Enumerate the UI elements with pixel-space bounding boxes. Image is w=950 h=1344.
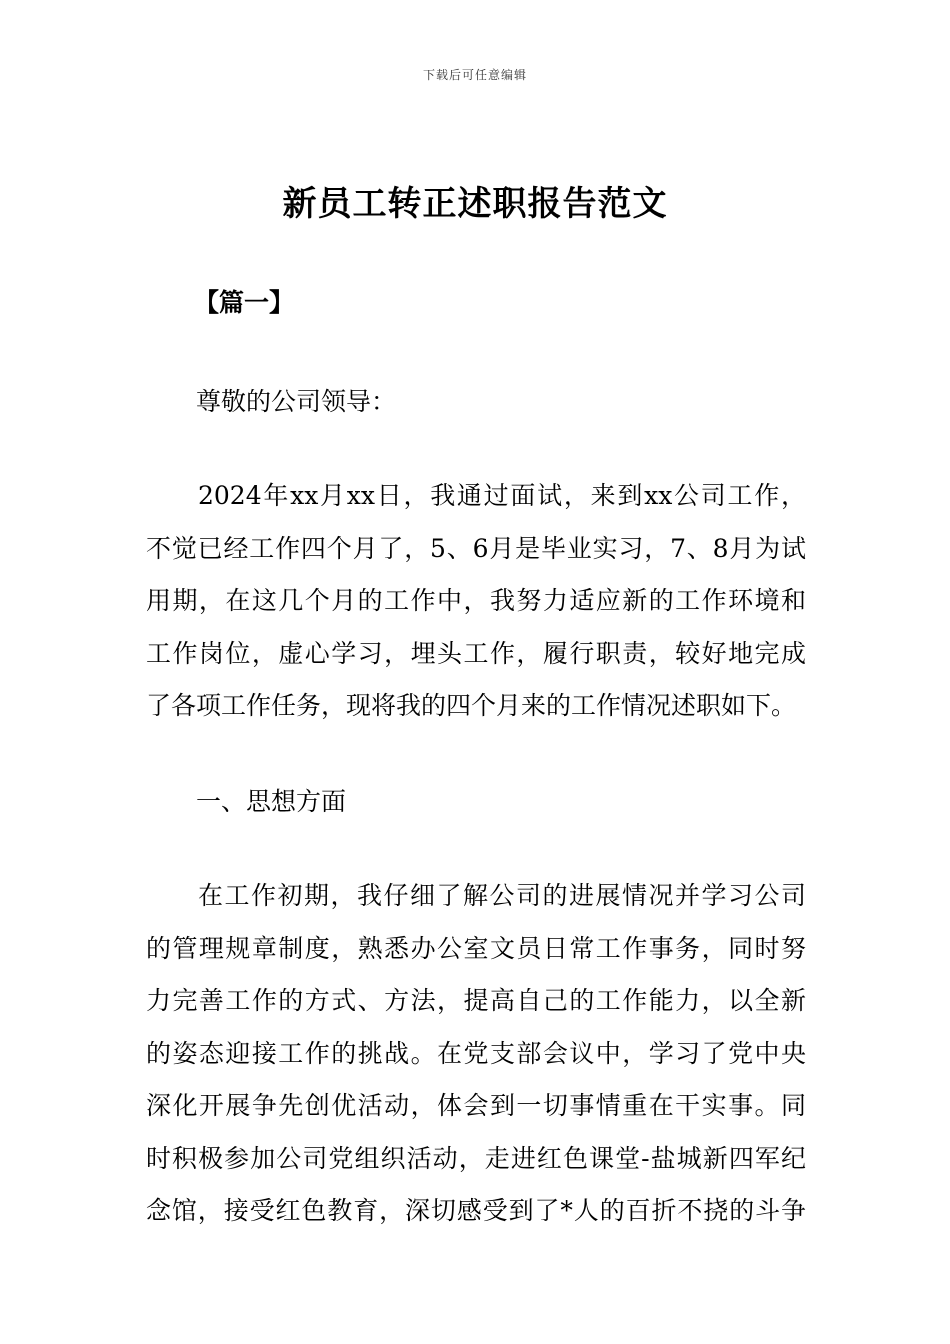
paragraph-line: 的姿态迎接工作的挑战。在党支部会议中，学习了党中央 — [146, 1038, 806, 1068]
paragraph-intro — [146, 470, 806, 733]
salutation: 尊敬的公司领导： — [196, 387, 397, 416]
paragraph-line: 了各项工作任务，现将我的四个月来的工作情况述职如下。 — [146, 691, 797, 720]
section-heading-thought: 一、思想方面 — [196, 787, 347, 816]
paragraph-line: 深化开展争先创优活动，体会到一切事情重在干实事。同 — [146, 1091, 806, 1120]
paragraph-line: 不觉已经工作四个月了，5、6月是毕业实习，7、8月为试 — [146, 533, 806, 563]
paragraph-line: 2024年xx月xx日，我通过面试，来到xx公司工作， — [198, 481, 806, 510]
paragraph-thought — [146, 870, 806, 1238]
document-title: 新员工转正述职报告范文 — [282, 184, 668, 224]
paragraph-line: 工作岗位，虚心学习，埋头工作，履行职责，较好地完成 — [146, 638, 806, 668]
paragraph-line: 用期，在这几个月的工作中，我努力适应新的工作环境和 — [146, 586, 806, 615]
paragraph-line: 时积极参加公司党组织活动，走进红色课堂-盐城新四军纪 — [146, 1143, 806, 1173]
paragraph-line: 在工作初期，我仔细了解公司的进展情况并学习公司 — [198, 881, 806, 910]
paragraph-line: 的管理规章制度，熟悉办公室文员日常工作事务，同时努 — [146, 933, 806, 963]
section-label: 【篇一】 — [194, 288, 295, 317]
header-note: 下载后可任意编辑 — [422, 68, 527, 82]
paragraph-line: 念馆，接受红色教育，深切感受到了*人的百折不挠的斗争 — [146, 1196, 806, 1225]
paragraph-line: 力完善工作的方式、方法，提高自己的工作能力，以全新 — [146, 986, 806, 1015]
